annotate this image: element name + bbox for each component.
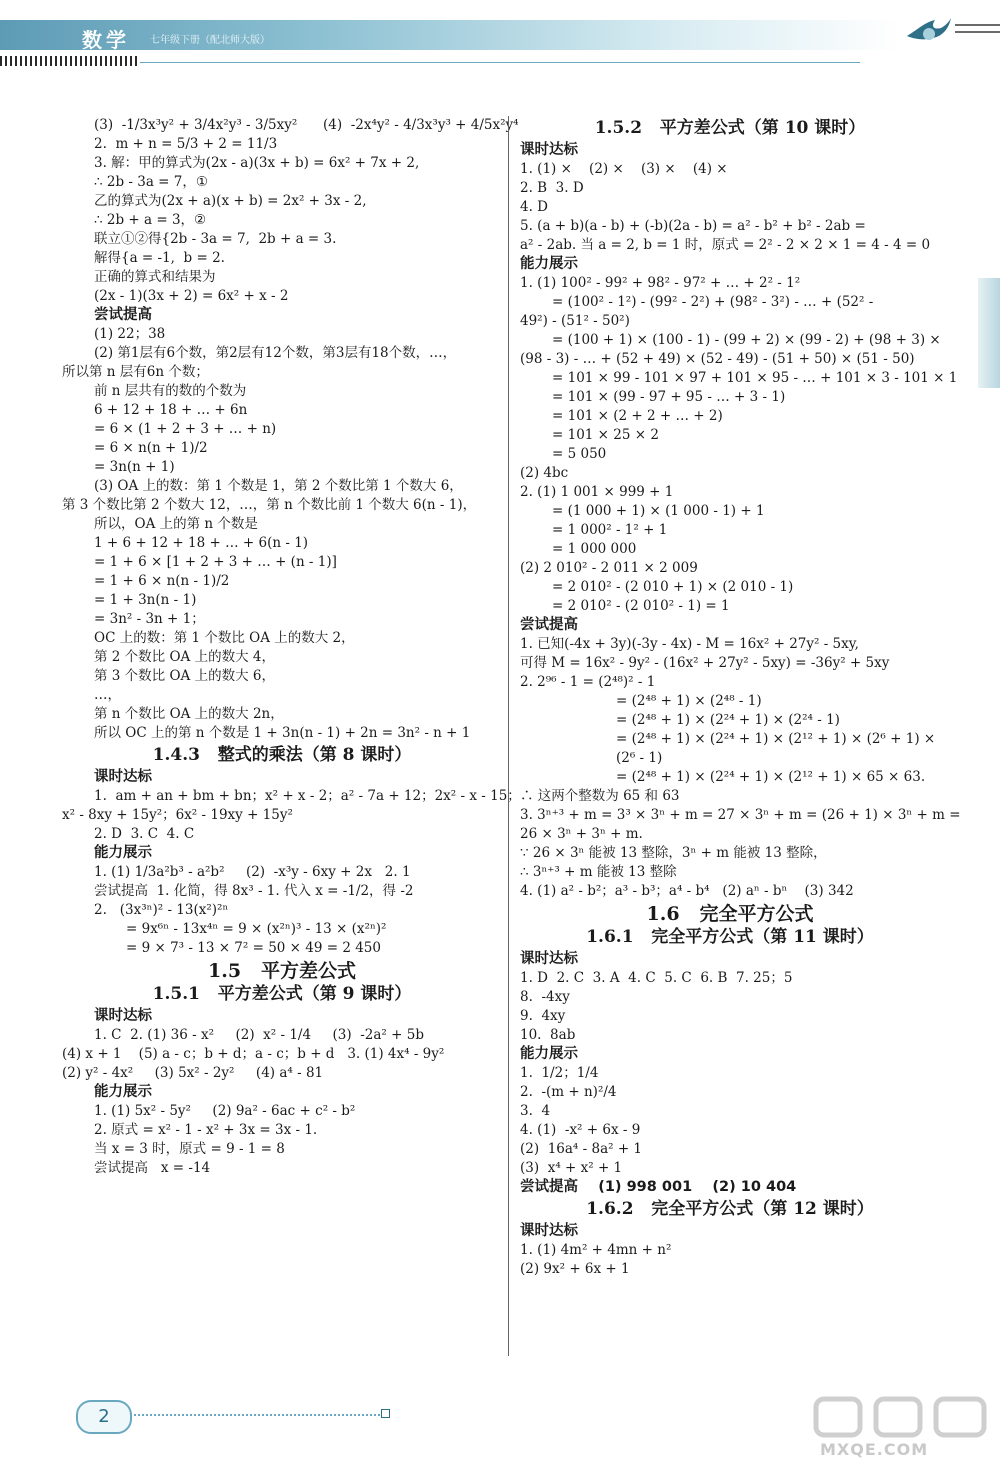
side-tab xyxy=(978,278,1000,388)
left-column-line: 1. (1) 1/3a²b³ - a²b² (2) -x³y - 6xy + 2x 2. 1 xyxy=(94,864,411,880)
left-column-line: 解得{a = -1, b = 2. xyxy=(94,250,225,266)
right-column-line: 尝试提高 (1) 998 001 (2) 10 404 xyxy=(520,1179,797,1195)
right-column-line: 26 × 3ⁿ + 3ⁿ + m. xyxy=(520,826,643,842)
left-column-line: (2) 第1层有6个数，第2层有12个数，第3层有18个数，…， xyxy=(94,345,457,361)
right-column-line: 1. (1) 4m² + 4mn + n² xyxy=(520,1242,672,1258)
right-column-line: 能力展示 xyxy=(520,1046,578,1062)
right-column-line: = 101 × 25 × 2 xyxy=(552,427,659,443)
left-column-line: 1.5 平方差公式 xyxy=(208,960,356,982)
column-divider xyxy=(508,116,509,1356)
left-column-line: = 1 + 3n(n - 1) xyxy=(94,592,197,608)
right-column-line: = 1 000² - 1² + 1 xyxy=(552,522,668,538)
left-column xyxy=(62,116,521,1178)
right-column-line: (98 - 3) - … + (52 + 49) × (52 - 49) - (51 + 50) × (51 - 50) xyxy=(520,351,915,367)
right-column-line: ∵ 26 × 3ⁿ 能被 13 整除，3ⁿ + m 能被 13 整除， xyxy=(520,845,827,861)
right-column-line: = (100² - 1²) - (99² - 2²) + (98² - 3²) - … + (52² - xyxy=(552,294,874,310)
right-column-line: 8. -4xy xyxy=(520,989,570,1005)
left-column-line: 3. 解：甲的算式为(2x - a)(3x + b) = 6x² + 7x + 2, xyxy=(94,155,420,171)
left-column-line: 第 n 个数比 OA 上的数大 2n， xyxy=(94,706,284,722)
right-column-line: 5. (a + b)(a - b) + (-b)(2a - b) = a² - b² + b² - 2ab = xyxy=(520,218,866,234)
right-column-line: = 2 010² - (2 010² - 1) = 1 xyxy=(552,598,730,614)
book-subtitle: 七年级下册（配北师大版） xyxy=(150,35,270,46)
watermark-text: MXQE.COM xyxy=(820,1440,929,1459)
left-column-line: 1.4.3 整式的乘法（第 8 课时） xyxy=(152,745,412,765)
right-column-line: 1. D 2. C 3. A 4. C 5. C 6. B 7. 25；5 xyxy=(520,970,793,986)
right-column-line: 课时达标 xyxy=(520,142,578,158)
right-column-line: 10. 8ab xyxy=(520,1027,576,1043)
right-column-line: 4. D xyxy=(520,199,548,215)
right-column-line: 9. 4xy xyxy=(520,1008,566,1024)
left-column-line: 联立①②得{2b - 3a = 7, 2b + a = 3. xyxy=(94,231,337,247)
left-column-line: 所以 OC 上的第 n 个数是 1 + 3n(n - 1) + 2n = 3n² - n + 1 xyxy=(94,725,471,741)
right-column-line: = (2⁴⁸ + 1) × (2²⁴ + 1) × (2²⁴ - 1) xyxy=(616,712,840,728)
left-column-line: 1. C 2. (1) 36 - x² (2) x² - 1/4 (3) -2a² + 5b xyxy=(94,1027,424,1043)
right-column-line: (2) 16a⁴ - 8a² + 1 xyxy=(520,1141,643,1157)
left-column-line: 2. m + n = 5/3 + 2 = 11/3 xyxy=(94,136,278,152)
subject-title: 数学 xyxy=(82,28,130,52)
left-column-line: = 9 × 7³ - 13 × 7² = 50 × 49 = 2 450 xyxy=(126,940,381,956)
left-column-line: 乙的算式为(2x + a)(x + b) = 2x² + 3x - 2, xyxy=(94,193,367,209)
right-column-line: = (2⁴⁸ + 1) × (2²⁴ + 1) × (2¹² + 1) × 65 × 63. xyxy=(616,769,926,785)
right-column-line: (2) 2 010² - 2 011 × 2 009 xyxy=(520,560,698,576)
left-column-line: 6 + 12 + 18 + … + 6n xyxy=(94,402,248,418)
right-column xyxy=(520,116,961,1279)
right-column-line: ∴ 这两个整数为 65 和 63 xyxy=(520,788,680,804)
right-column-line: 1.6.1 完全平方公式（第 11 课时） xyxy=(586,927,874,947)
left-column-line: 尝试提高 xyxy=(94,307,152,323)
right-column-line: = 5 050 xyxy=(552,446,607,462)
header-band xyxy=(0,20,900,50)
left-column-line: 正确的算式和结果为 xyxy=(94,269,216,285)
left-column-line: 前 n 层共有的数的个数为 xyxy=(94,383,247,399)
left-column-line: = 3n² - 3n + 1； xyxy=(94,611,205,627)
left-column-line: x² - 8xy + 15y²；6x² - 19xy + 15y² xyxy=(62,807,293,823)
right-column-line: 3. 3ⁿ⁺³ + m = 3³ × 3ⁿ + m = 27 × 3ⁿ + m = (26 + 1) × 3ⁿ + m = xyxy=(520,807,961,823)
right-column-line: 课时达标 xyxy=(520,951,578,967)
header-tick-marks xyxy=(0,56,140,66)
left-column-line: 2. 原式 = x² - 1 - x² + 3x = 3x - 1. xyxy=(94,1122,318,1138)
swallow-icon xyxy=(905,14,953,48)
left-column-line: 1 + 6 + 12 + 18 + … + 6(n - 1) xyxy=(94,535,309,551)
left-column-line: = 1 + 6 × [1 + 2 + 3 + … + (n - 1)] xyxy=(94,554,337,570)
right-column-line: 可得 M = 16x² - 9y² - (16x² + 27y² - 5xy) = -36y² + 5xy xyxy=(520,655,890,671)
right-column-line: = (100 + 1) × (100 - 1) - (99 + 2) × (99 - 2) + (98 + 3) × xyxy=(552,332,941,348)
right-column-line: 4. (1) a² - b²；a³ - b³；a⁴ - b⁴ (2) aⁿ - bⁿ (3) 342 xyxy=(520,883,854,899)
header-lines xyxy=(955,24,1000,38)
left-column-line: 所以第 n 层有6n 个数； xyxy=(62,364,209,380)
left-column-line: 当 x = 3 时，原式 = 9 - 1 = 8 xyxy=(94,1141,285,1157)
page-header xyxy=(0,0,1000,70)
left-column-line: 所以，OA 上的第 n 个数是 xyxy=(94,516,258,532)
right-column-line: (2) 9x² + 6x + 1 xyxy=(520,1261,630,1277)
left-column-line: …， xyxy=(94,687,121,703)
left-column-line: ∴ 2b + a = 3，② xyxy=(94,212,207,228)
left-column-line: 2. (3x³ⁿ)² - 13(x²)²ⁿ xyxy=(94,902,229,918)
right-column-line: 1. (1) × (2) × (3) × (4) × xyxy=(520,161,728,177)
left-column-line: (3) -1/3x³y² + 3/4x²y³ - 3/5xy² (4) -2x⁴y² - 4/3x³y³ + 4/5x²y⁴ xyxy=(94,117,519,133)
right-column-line: 3. 4 xyxy=(520,1103,551,1119)
right-column-line: 1. (1) 100² - 99² + 98² - 97² + … + 2² - 1² xyxy=(520,275,801,291)
right-column-line: ∴ 3ⁿ⁺³ + m 能被 13 整除 xyxy=(520,864,677,880)
right-column-line: = (2⁴⁸ + 1) × (2⁴⁸ - 1) xyxy=(616,693,762,709)
right-column-line: (3) x⁴ + x² + 1 xyxy=(520,1160,623,1176)
left-column-line: 课时达标 xyxy=(94,1008,152,1024)
left-column-line: = 6 × (1 + 2 + 3 + … + n) xyxy=(94,421,277,437)
left-column-line: = 3n(n + 1) xyxy=(94,459,175,475)
left-column-line: 第 3 个数比 OA 上的数大 6， xyxy=(94,668,275,684)
right-column-line: (2) 4bc xyxy=(520,465,569,481)
right-column-line: = (1 000 + 1) × (1 000 - 1) + 1 xyxy=(552,503,765,519)
left-column-line: ∴ 2b - 3a = 7，① xyxy=(94,174,208,190)
left-column-line: 能力展示 xyxy=(94,845,152,861)
right-column-line: 4. (1) -x² + 6x - 9 xyxy=(520,1122,641,1138)
right-column-line: 1.6 完全平方公式 xyxy=(646,903,814,925)
left-column-line: 课时达标 xyxy=(94,769,152,785)
right-column-line: 尝试提高 xyxy=(520,617,578,633)
footer-dotted-rule xyxy=(130,1414,380,1416)
right-column-line: 1. 1/2；1/4 xyxy=(520,1065,599,1081)
left-column-line: 1. am + an + bm + bn；x² + x - 2；a² - 7a + 12；2x² - x - 15； xyxy=(94,788,521,804)
left-column-line: 第 3 个数比第 2 个数大 12，…，第 n 个数比前 1 个数大 6(n - 1)， xyxy=(62,497,477,513)
left-column-line: = 6 × n(n + 1)/2 xyxy=(94,440,208,456)
right-column-line: 课时达标 xyxy=(520,1223,578,1239)
right-column-line: 2. -(m + n)²/4 xyxy=(520,1084,617,1100)
left-column-line: 1. (1) 5x² - 5y² (2) 9a² - 6ac + c² - b² xyxy=(94,1103,356,1119)
right-column-line: 1. 已知(-4x + 3y)(-3y - 4x) - M = 16x² + 27y² - 5xy, xyxy=(520,636,859,652)
right-column-line: 2. B 3. D xyxy=(520,180,584,196)
right-column-line: = 2 010² - (2 010 + 1) × (2 010 - 1) xyxy=(552,579,794,595)
left-column-line: 2. D 3. C 4. C xyxy=(94,826,195,842)
left-column-line: (4) x + 1 (5) a - c；b + d；a - c；b + d 3. (1) 4x⁴ - 9y² xyxy=(62,1046,445,1062)
right-column-line: 能力展示 xyxy=(520,256,578,272)
right-column-line: 1.6.2 完全平方公式（第 12 课时） xyxy=(586,1199,874,1219)
footer-square-icon xyxy=(381,1409,390,1418)
right-column-line: 2. (1) 1 001 × 999 + 1 xyxy=(520,484,674,500)
left-column-line: 尝试提高 1. 化简，得 8x³ - 1. 代入 x = -1/2，得 -2 xyxy=(94,883,414,899)
left-column-line: (1) 22；38 xyxy=(94,326,166,342)
left-column-line: = 1 + 6 × n(n - 1)/2 xyxy=(94,573,230,589)
right-column-line: (2⁶ - 1) xyxy=(616,750,663,766)
header-rule xyxy=(140,62,860,63)
right-column-line: = 101 × (2 + 2 + … + 2) xyxy=(552,408,723,424)
left-column-line: (3) OA 上的数：第 1 个数是 1，第 2 个数比第 1 个数大 6， xyxy=(94,478,463,494)
right-column-line: 2. 2⁹⁶ - 1 = (2⁴⁸)² - 1 xyxy=(520,674,656,690)
left-column-line: (2x - 1)(3x + 2) = 6x² + x - 2 xyxy=(94,288,289,304)
right-column-line: = 1 000 000 xyxy=(552,541,637,557)
right-column-line: a² - 2ab. 当 a = 2, b = 1 时，原式 = 2² - 2 × 2 × 1 = 4 - 4 = 0 xyxy=(520,237,931,253)
left-column-line: 1.5.1 平方差公式（第 9 课时） xyxy=(152,984,412,1004)
right-column-line: = (2⁴⁸ + 1) × (2²⁴ + 1) × (2¹² + 1) × (2⁶ + 1) × xyxy=(616,731,936,747)
left-column-line: = 9x⁶ⁿ - 13x⁴ⁿ = 9 × (x²ⁿ)³ - 13 × (x²ⁿ)² xyxy=(126,921,387,937)
right-column-line: = 101 × (99 - 97 + 95 - … + 3 - 1) xyxy=(552,389,786,405)
right-column-line: = 101 × 99 - 101 × 97 + 101 × 95 - … + 101 × 3 - 101 × 1 xyxy=(552,370,958,386)
left-column-line: OC 上的数：第 1 个数比 OA 上的数大 2， xyxy=(94,630,355,646)
page-number: 2 xyxy=(76,1400,132,1434)
right-column-line: 1.5.2 平方差公式（第 10 课时） xyxy=(594,118,866,138)
left-column-line: (2) y² - 4x² (3) 5x² - 2y² (4) a⁴ - 81 xyxy=(62,1065,324,1081)
right-column-line: 49²) - (51² - 50²) xyxy=(520,313,630,329)
left-column-line: 第 2 个数比 OA 上的数大 4， xyxy=(94,649,275,665)
left-column-line: 尝试提高 x = -14 xyxy=(94,1160,211,1176)
left-column-line: 能力展示 xyxy=(94,1084,152,1100)
